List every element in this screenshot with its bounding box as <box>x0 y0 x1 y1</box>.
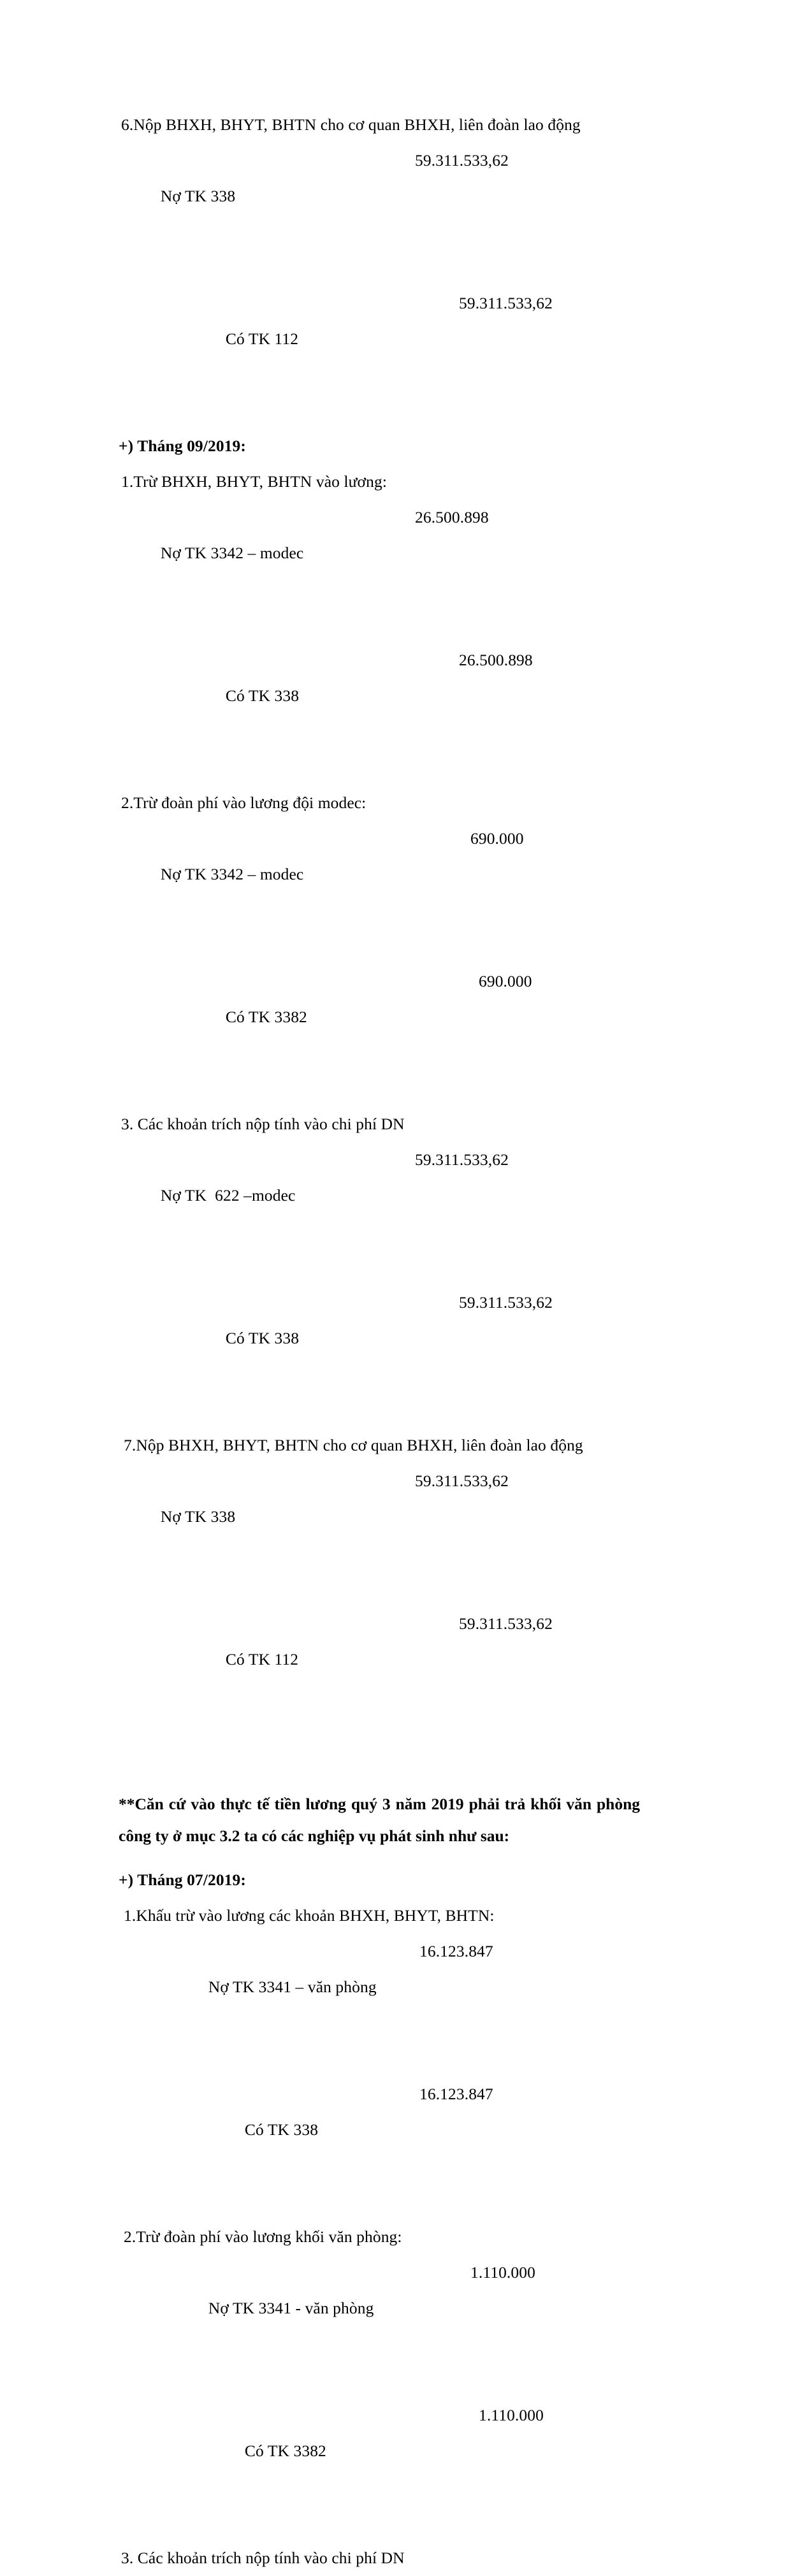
amount-value: 59.311.533,62 <box>459 294 553 312</box>
entry-title-07-2: 2.Trừ đoàn phí vào lương khối văn phòng: <box>124 2227 402 2246</box>
journal-line-credit <box>119 1285 692 1428</box>
account-label: Có TK 338 <box>244 2120 319 2139</box>
journal-line-credit <box>119 642 692 785</box>
amount-value: 59.311.533,62 <box>459 1614 553 1633</box>
journal-line-debit <box>119 143 692 286</box>
journal-line-debit <box>119 500 692 642</box>
entry-title-07-3: 3. Các khoản trích nộp tính vào chi phí DN <box>121 2549 405 2567</box>
amount-value: 16.123.847 <box>419 1942 493 1960</box>
account-label: Nợ TK 338 <box>160 1507 236 1526</box>
amount-value: 59.311.533,62 <box>415 1472 509 1490</box>
account-label: Nợ TK 3341 – văn phòng <box>208 1978 377 1996</box>
account-label: Có TK 338 <box>225 686 300 705</box>
entry-title-09-1: 1.Trừ BHXH, BHYT, BHTN vào lương: <box>121 472 388 491</box>
amount-value: 26.500.898 <box>459 651 533 669</box>
document-body <box>119 107 692 2576</box>
journal-line-debit <box>119 821 692 964</box>
amount-value: 26.500.898 <box>415 508 489 526</box>
account-label: Có TK 112 <box>225 1650 299 1668</box>
journal-line-credit <box>119 286 692 428</box>
amount-value: 690.000 <box>479 972 532 990</box>
account-label: Có TK 112 <box>225 329 299 348</box>
amount-value: 59.311.533,62 <box>415 151 509 170</box>
account-label: Có TK 338 <box>225 1329 300 1347</box>
heading-thang-07: +) Tháng 07/2019: <box>119 1870 246 1889</box>
amount-value: 690.000 <box>470 829 524 848</box>
amount-value: 59.311.533,62 <box>415 1150 509 1169</box>
paragraph-spacer <box>119 1852 692 1862</box>
amount-value: 59.311.533,62 <box>459 1293 553 1312</box>
journal-line-debit <box>119 1463 692 1606</box>
amount-value: 16.123.847 <box>419 2085 493 2103</box>
entry-title-6: 6.Nộp BHXH, BHYT, BHTN cho cơ quan BHXH, liên đoàn lao động <box>121 115 581 134</box>
account-label: Nợ TK 338 <box>160 187 236 205</box>
entry-title-07-1: 1.Khấu trừ vào lương các khoản BHXH, BHYT, BHTN: <box>124 1906 495 1925</box>
journal-line-debit <box>119 1934 692 2076</box>
heading-thang-09: +) Tháng 09/2019: <box>119 437 246 455</box>
section-spacer <box>119 1749 692 1788</box>
account-label: Nợ TK 3342 – modec <box>160 865 304 883</box>
journal-line-credit <box>119 2398 692 2540</box>
journal-line-credit <box>119 1606 692 1749</box>
journal-line-credit <box>119 964 692 1106</box>
account-label: Nợ TK 3342 – modec <box>160 544 304 562</box>
journal-line-credit <box>119 2076 692 2219</box>
account-label: Có TK 3382 <box>244 2442 326 2460</box>
account-label: Có TK 3382 <box>225 1008 307 1026</box>
account-label: Nợ TK 3341 - văn phòng <box>208 2299 374 2317</box>
amount-value: 1.110.000 <box>479 2406 544 2424</box>
entry-title-09-7: 7.Nộp BHXH, BHYT, BHTN cho cơ quan BHXH, liên đoàn lao động <box>124 1436 583 1454</box>
journal-line-debit <box>119 2255 692 2398</box>
entry-title-09-3: 3. Các khoản trích nộp tính vào chi phí DN <box>121 1115 405 1133</box>
entry-title-09-2: 2.Trừ đoàn phí vào lương đội modec: <box>121 793 366 812</box>
journal-line-debit <box>119 1142 692 1285</box>
amount-value: 1.110.000 <box>470 2263 535 2282</box>
account-label: Nợ TK 622 –modec <box>160 1186 296 1205</box>
section-note-paragraph: **Căn cứ vào thực tế tiền lương quý 3 năm 2019 phải trả khối văn phòng công ty ở mục 3.2 ta có các nghiệp vụ phát sinh như sau: <box>119 1795 640 1845</box>
